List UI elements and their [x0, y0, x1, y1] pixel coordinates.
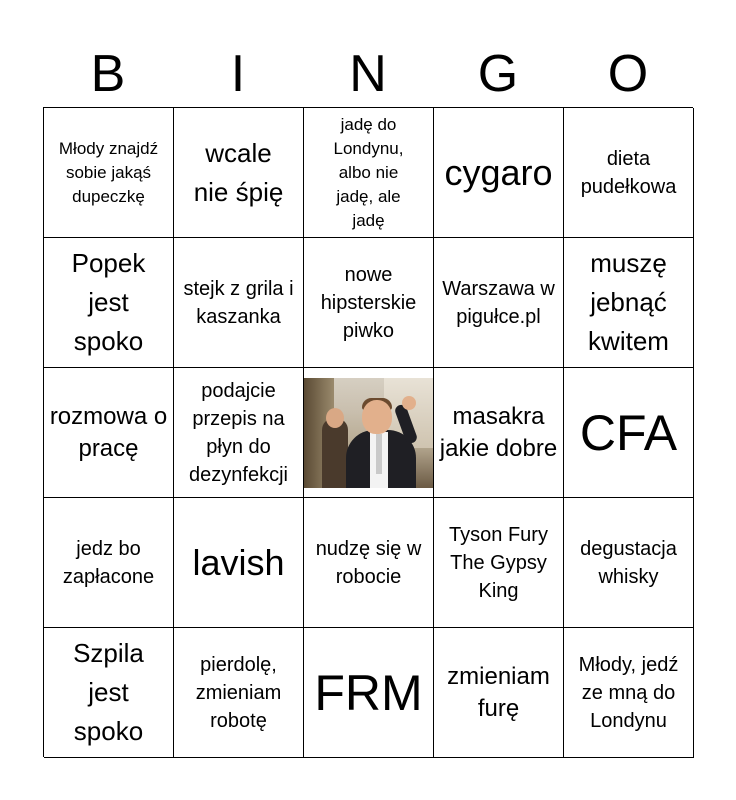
bingo-cell[interactable]	[434, 368, 564, 498]
bingo-card-grid	[43, 107, 693, 757]
cell-text: muszę jebnąć kwitem	[588, 248, 669, 356]
cell-text: degustacja whisky	[580, 537, 677, 588]
cell-text: zmieniam furę	[447, 662, 550, 722]
bingo-cell[interactable]	[44, 108, 174, 238]
bingo-cell[interactable]	[434, 628, 564, 758]
cell-text: jadę do Londynu, albo nie jadę, ale jadę	[333, 114, 404, 230]
cell-text: dieta pudełkowa	[580, 147, 677, 198]
header-letter-b: B	[90, 45, 126, 103]
cell-text: lavish	[192, 541, 285, 583]
bingo-cell[interactable]	[304, 108, 434, 238]
cell-text: rozmowa o pracę	[49, 402, 168, 462]
bingo-cell[interactable]	[434, 238, 564, 368]
header-letter-i: I	[230, 45, 246, 103]
cell-text: cygaro	[444, 151, 553, 193]
cell-text: Młody znajdź sobie jakąś dupeczkę	[58, 138, 159, 206]
bingo-cell[interactable]	[434, 108, 564, 238]
bingo-cell[interactable]	[174, 628, 304, 758]
bingo-cell[interactable]	[174, 108, 304, 238]
free-space-photo-cell[interactable]	[304, 368, 434, 498]
cell-text: pierdolę, zmieniam robotę	[195, 653, 282, 732]
bingo-cell[interactable]	[44, 238, 174, 368]
bingo-cell[interactable]	[44, 628, 174, 758]
bingo-cell[interactable]	[564, 628, 694, 758]
bingo-cell[interactable]	[174, 238, 304, 368]
cell-text: nudzę się w robocie	[315, 537, 422, 588]
bingo-cell[interactable]	[304, 498, 434, 628]
bingo-cell[interactable]	[304, 238, 434, 368]
cell-text: podajcie przepis na płyn do dezynfekcji	[189, 379, 288, 486]
cell-text: FRM	[314, 664, 423, 721]
header-letter-n: N	[349, 45, 387, 103]
bingo-cell[interactable]	[174, 368, 304, 498]
cell-text: stejk z grila i kaszanka	[183, 277, 294, 328]
header-letter-g: G	[477, 45, 519, 103]
bingo-cell[interactable]	[174, 498, 304, 628]
cell-text: Popek jest spoko	[71, 248, 146, 356]
cell-text: Szpila jest spoko	[73, 638, 144, 746]
cell-text: nowe hipsterskie piwko	[320, 263, 417, 342]
cell-text: masakra jakie dobre	[439, 402, 558, 462]
bingo-cell[interactable]	[564, 108, 694, 238]
cell-text: Młody, jedź ze mną do Londynu	[578, 653, 679, 732]
bingo-cell[interactable]	[564, 368, 694, 498]
cell-text: jedz bo zapłacone	[62, 537, 155, 588]
free-space-photo	[304, 378, 433, 488]
bingo-cell[interactable]	[434, 498, 564, 628]
cell-text: Warszawa w pigułce.pl	[442, 277, 555, 328]
header-letter-o: O	[607, 45, 649, 103]
cell-text: CFA	[579, 404, 678, 461]
bingo-cell[interactable]	[44, 498, 174, 628]
bingo-cell[interactable]	[304, 628, 434, 758]
bingo-cell[interactable]	[44, 368, 174, 498]
bingo-cell[interactable]	[564, 498, 694, 628]
cell-text: wcale nie śpię	[193, 137, 284, 207]
bingo-cell[interactable]	[564, 238, 694, 368]
bingo-header	[43, 40, 693, 108]
cell-text: Tyson Fury The Gypsy King	[449, 523, 548, 602]
